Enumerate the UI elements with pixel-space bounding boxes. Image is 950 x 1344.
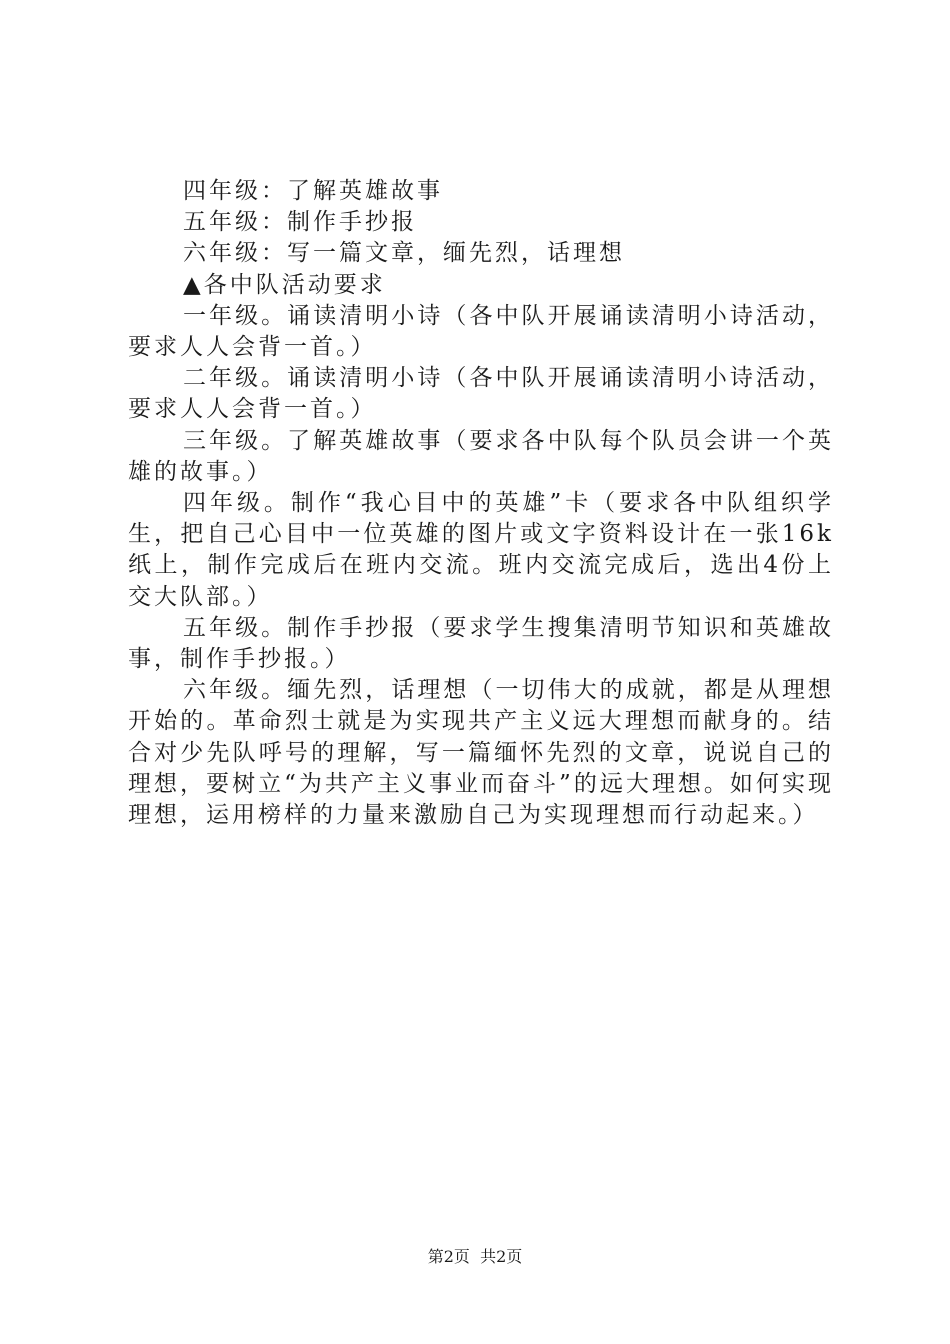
paragraph-grade4-detail: 四年级。制作“我心目中的英雄”卡（要求各中队组织学生，把自己心目中一位英雄的图片或文字资料设计在一张16k纸上，制作完成后在班内交流。班内交流完成后，选出4份上交大队部。）: [128, 490, 834, 610]
paragraph-grade3-detail: 三年级。了解英雄故事（要求各中队每个队员会讲一个英雄的故事。）: [128, 427, 834, 485]
page-number-current: 第2页: [427, 1247, 470, 1266]
document-body: [128, 176, 834, 831]
section-heading-requirements: ▲各中队活动要求: [183, 271, 386, 298]
paragraph-grade6-detail: 六年级。缅先烈，话理想（一切伟大的成就，都是从理想开始的。革命烈士就是为实现共产主义远大理想而献身的。结合对少先队呼号的理解，写一篇缅怀先烈的文章，说说自己的理想，要树立“为共产主义事业而奋斗”的远大理想。如何实现理想，运用榜样的力量来激励自己为实现理想而行动起来。）: [128, 677, 834, 829]
paragraph-grade1-detail: 一年级。诵读清明小诗（各中队开展诵读清明小诗活动，要求人人会背一首。）: [128, 302, 834, 361]
page-number-total: 共2页: [480, 1247, 523, 1266]
page-footer: [0, 1244, 950, 1267]
paragraph-grade5-summary: 五年级：制作手抄报: [183, 209, 417, 236]
paragraph-grade4-summary: 四年级：了解英雄故事: [183, 178, 443, 204]
paragraph-grade6-summary: 六年级：写一篇文章，缅先烈，话理想: [183, 240, 625, 267]
paragraph-grade2-detail: 二年级。诵读清明小诗（各中队开展诵读清明小诗活动，要求人人会背一首。）: [128, 365, 834, 423]
paragraph-grade5-detail: 五年级。制作手抄报（要求学生搜集清明节知识和英雄故事，制作手抄报。）: [128, 614, 834, 673]
